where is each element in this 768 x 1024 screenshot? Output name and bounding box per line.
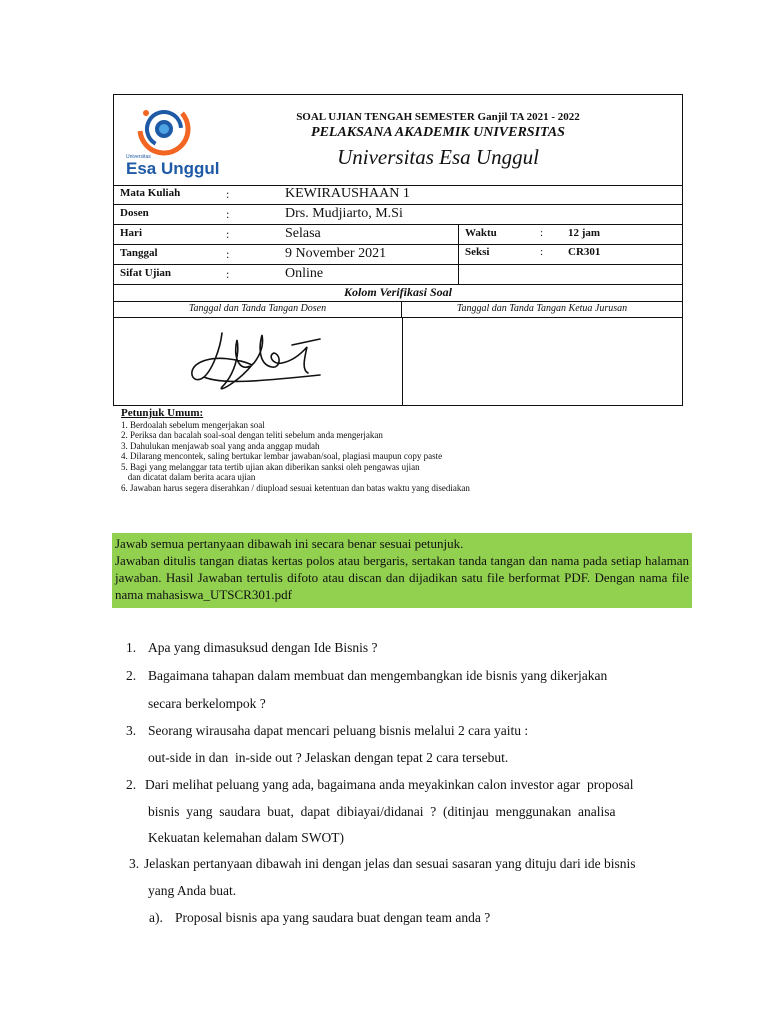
colon: :	[540, 227, 544, 239]
list-item: dan dicatat dalam berita acara ujian	[121, 472, 256, 482]
value-seksi: CR301	[568, 246, 601, 258]
notice-line: Jawab semua pertanyaan dibawah ini secara benar sesuai petunjuk.	[115, 536, 464, 551]
colon: :	[226, 207, 230, 221]
list-item: 6. Jawaban harus segera diserahkan / diupload sesuai ketentuan dan batas waktu yang disediakan	[121, 482, 470, 493]
exam-title: SOAL UJIAN TENGAH SEMESTER Ganjil TA 2021 - 2022	[296, 111, 580, 123]
exam-subtitle: PELAKSANA AKADEMIK UNIVERSITAS	[311, 125, 565, 140]
question-text: Bagaimana tahapan dalam membuat dan mengembangkan ide bisnis yang dikerjakan	[148, 668, 608, 683]
question-number: 2.	[126, 777, 137, 792]
colon: :	[226, 267, 230, 281]
general-instructions	[121, 408, 681, 493]
value-hari: Selasa	[285, 226, 321, 241]
question-text: out-side in dan in-side out ? Jelaskan dengan tepat 2 cara tersebut.	[148, 750, 509, 765]
question-text: Seorang wirausaha dapat mencari peluang bisnis melalui 2 cara yaitu :	[148, 723, 529, 738]
label-tanggal: Tanggal	[120, 247, 158, 259]
list-item: 5. Bagi yang melanggar tata tertib ujian akan diberikan sanksi oleh pengawas ujian	[121, 461, 420, 472]
info-divider	[458, 225, 459, 284]
notice-paragraph: Jawaban ditulis tangan diatas kertas polos atau bergaris, sertakan tanda tangan dan nama pada setiap halaman jawaban. Hasil Jawaban tertulis difoto atau discan dan dijadikan satu file berformat PDF. Dengan nama file nama mahasiswa_UTSCR301.pdf	[115, 553, 689, 602]
value-sifat-ujian: Online	[285, 266, 324, 281]
question-text: Apa yang dimasuksud dengan Ide Bisnis ?	[148, 640, 378, 655]
instructions-title: Petunjuk Umum:	[121, 407, 204, 419]
value-mata-kuliah: KEWIRAUSHAAN 1	[285, 186, 410, 201]
list-item: 2. Periksa dan bacalah soal-soal dengan teliti sebelum anda mengerjakan	[121, 430, 383, 440]
value-waktu: 12 jam	[568, 227, 601, 239]
notice-box	[112, 533, 692, 608]
question-sub-text: Proposal bisnis apa yang saudara buat dengan team anda ?	[175, 910, 491, 925]
logo-small-text: Universitas	[126, 154, 151, 160]
question-number: 3.	[129, 856, 140, 871]
colon: :	[226, 187, 230, 201]
question-number: 1.	[126, 640, 137, 655]
question-text: Kekuatan kelemahan dalam SWOT)	[148, 830, 345, 845]
colon: :	[226, 247, 230, 261]
value-tanggal: 9 November 2021	[285, 246, 387, 261]
question-number: 2.	[126, 668, 137, 683]
header-row	[114, 95, 682, 186]
logo-text: Esa Unggul	[126, 159, 220, 178]
lecturer-signature-header: Tanggal dan Tanda Tangan Dosen	[114, 301, 402, 318]
question-text: bisnis yang saudara buat, dapat dibiayai/didanai ? (ditinjau menggunakan analisa	[148, 804, 616, 819]
verification-title: Kolom Verifikasi Soal	[114, 284, 682, 302]
lecturer-signature	[182, 325, 332, 400]
head-signature-header: Tanggal dan Tanda Tangan Ketua Jurusan	[402, 301, 682, 318]
label-waktu: Waktu	[465, 227, 497, 239]
label-mata-kuliah: Mata Kuliah	[120, 187, 181, 199]
question-text: Dari melihat peluang yang ada, bagaimana anda meyakinkan calon investor agar proposal	[145, 777, 634, 792]
question-text: yang Anda buat.	[148, 883, 237, 898]
question-number: 3.	[126, 723, 137, 738]
list-item: 1. Berdoalah sebelum mengerjakan soal	[121, 419, 265, 430]
university-name: Universitas Esa Unggul	[337, 145, 539, 169]
exam-header-table	[113, 94, 683, 406]
question-sub-number: a).	[149, 910, 163, 925]
question-text: Jelaskan pertanyaan dibawah ini dengan jelas dan sesuai sasaran yang dituju dari ide bisnis	[144, 856, 636, 871]
label-seksi: Seksi	[465, 246, 490, 258]
value-dosen: Drs. Mudjiarto, M.Si	[285, 206, 403, 221]
question-text: secara berkelompok ?	[148, 696, 266, 711]
signature-divider	[402, 318, 403, 405]
list-item: 4. Dilarang mencontek, saling bertukar lembar jawaban/soal, plagiasi maupun copy paste	[121, 451, 443, 461]
row-mata-kuliah	[114, 185, 682, 205]
colon: :	[540, 246, 544, 258]
colon: :	[226, 227, 230, 241]
label-hari: Hari	[120, 227, 142, 239]
label-sifat-ujian: Sifat Ujian	[120, 267, 172, 279]
list-item: 3. Dahulukan menjawab soal yang anda anggap mudah	[121, 440, 320, 451]
row-sifat-ujian	[114, 265, 682, 285]
row-dosen	[114, 205, 682, 225]
label-dosen: Dosen	[120, 207, 149, 219]
